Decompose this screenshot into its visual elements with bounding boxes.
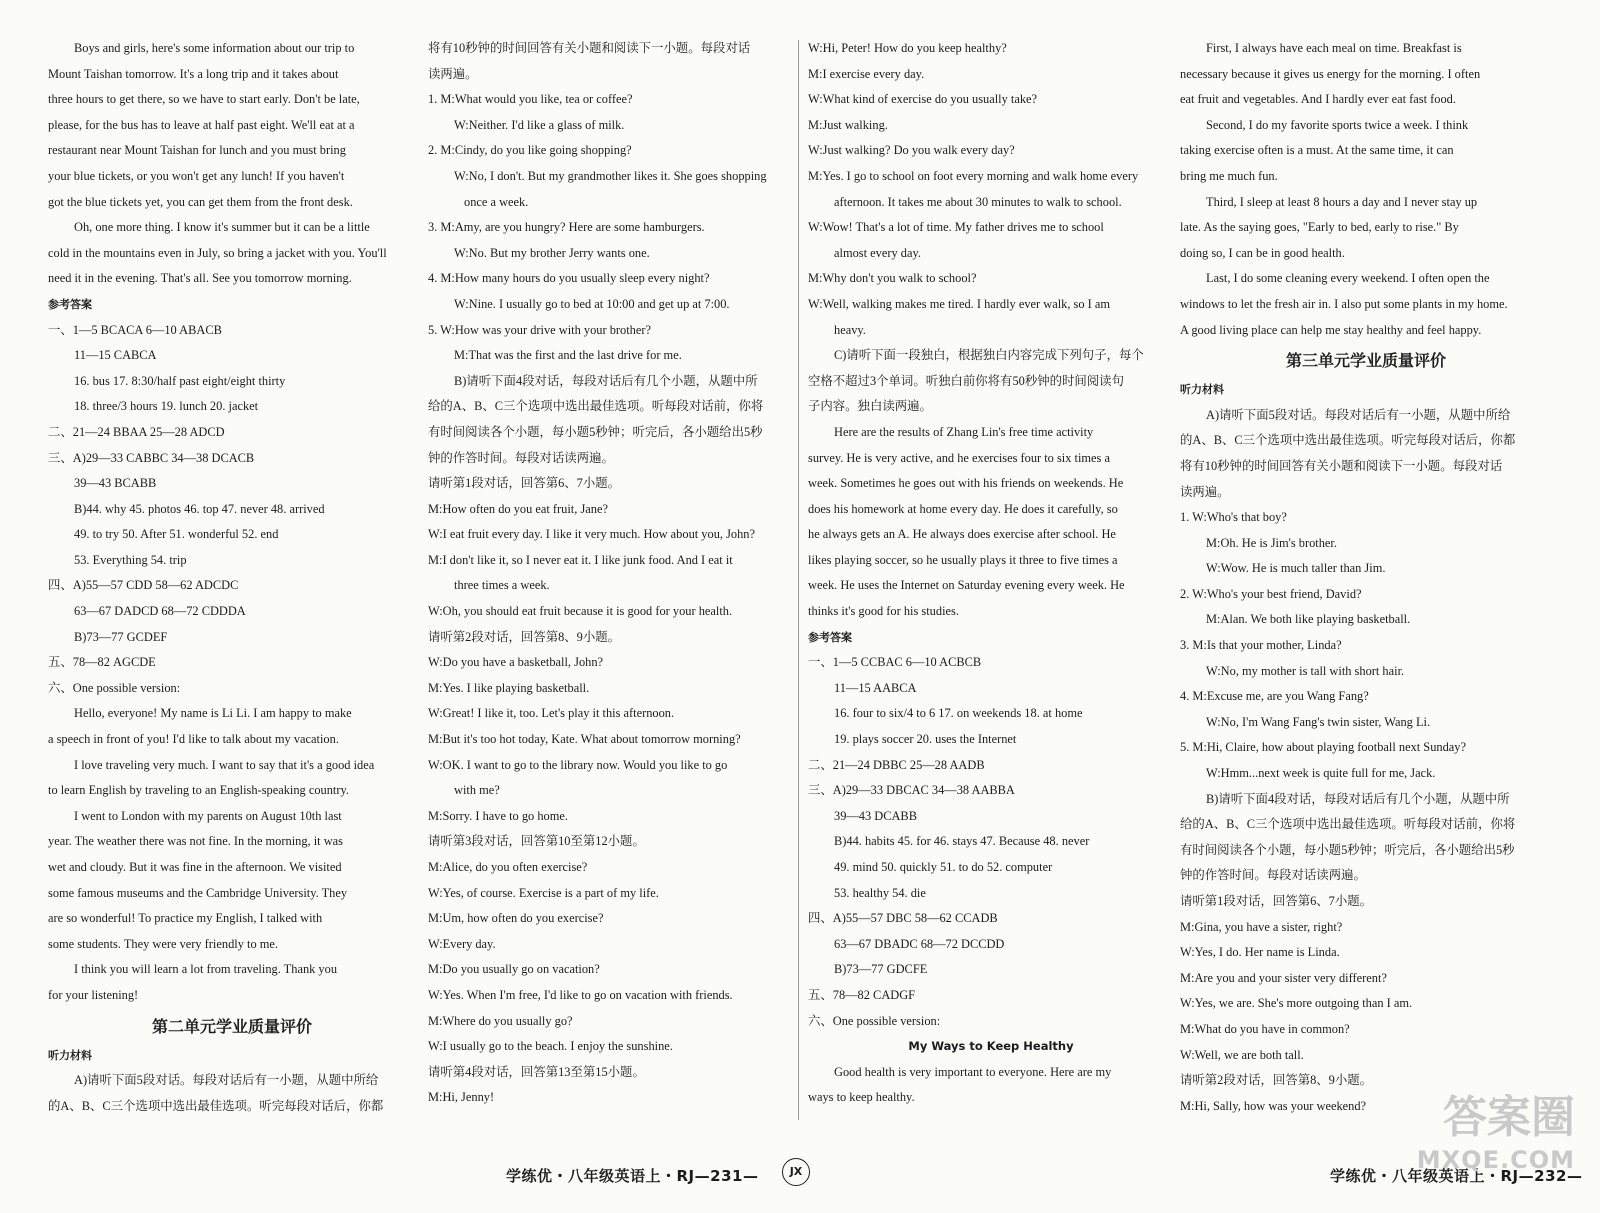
- text-line: 3. M:Amy, are you hungry? Here are some hamburgers.: [428, 220, 705, 235]
- text-line: M:Just walking.: [808, 117, 888, 132]
- text-line: W:Wow. He is much taller than Jim.: [1206, 561, 1386, 576]
- text-line: he always gets an A. He always does exercise after school. He: [808, 527, 1116, 542]
- text-line: 4. M:Excuse me, are you Wang Fang?: [1180, 689, 1369, 704]
- text-line: W:Yes, of course. Exercise is a part of my life.: [428, 885, 659, 900]
- section-heading: 第三单元学业质量评价: [1285, 351, 1446, 371]
- text-line: 3. M:Is that your mother, Linda?: [1180, 638, 1342, 653]
- text-line: 63—67 DADCD 68—72 CDDDA: [74, 604, 246, 619]
- text-line: W:Yes, we are. She's more outgoing than I am.: [1180, 996, 1413, 1011]
- text-line: 39—43 DCABB: [834, 808, 917, 823]
- text-line: M:Alice, do you often exercise?: [428, 860, 588, 874]
- text-line: your blue tickets, or you won't get any lunch! If you haven't: [48, 168, 345, 183]
- text-line: W:Every day.: [428, 936, 496, 951]
- text-line: 读两遍。: [1180, 484, 1230, 499]
- text-line: W:Well, we are both tall.: [1180, 1047, 1304, 1062]
- text-line: A good living place can help me stay healthy and feel happy.: [1180, 322, 1482, 337]
- text-line: 六、One possible version:: [48, 680, 181, 695]
- text-line: B)44. habits 45. for 46. stays 47. Because 48. never: [834, 834, 1090, 849]
- watermark-logo-text: 答案圈: [1443, 1092, 1575, 1143]
- text-line: Last, I do some cleaning every weekend. I often open the: [1206, 271, 1490, 286]
- text-line: eat fruit and vegetables. And I hardly ever eat fast food.: [1180, 92, 1456, 107]
- text-line: M:Alan. We both like playing basketball.: [1206, 612, 1411, 627]
- text-line: W:Nine. I usually go to bed at 10:00 and get up at 7:00.: [454, 296, 730, 311]
- text-line: 63—67 DBADC 68—72 DCCDD: [834, 936, 1005, 951]
- text-line: 将有10秒钟的时间回答有关小题和阅读下一小题。每段对话: [1180, 458, 1503, 473]
- text-line: B)73—77 GCDEF: [74, 629, 168, 644]
- text-line: 读两遍。: [428, 66, 478, 81]
- text-line: 53. Everything 54. trip: [74, 552, 187, 567]
- page-232-right-column: [1180, 36, 1552, 1119]
- text-line: week. Sometimes he goes out with his friends on weekends. He: [808, 476, 1124, 491]
- text-line: please, for the bus has to leave at half past eight. We'll eat at a: [48, 117, 355, 132]
- text-line: W:What kind of exercise do you usually take?: [808, 92, 1038, 107]
- text-line: 有时间阅读各个小题，每小题5秒钟；听完后，各小题给出5秒: [1180, 842, 1515, 857]
- subsection-label: 听力材料: [48, 1048, 92, 1062]
- text-line: likes playing soccer, so he usually plays it three to five times a: [808, 552, 1118, 567]
- subsection-label: 参考答案: [48, 297, 92, 311]
- text-line: I love traveling very much. I want to say that it's a good idea: [74, 757, 375, 772]
- text-line: W:OK. I want to go to the library now. Would you like to go: [428, 757, 728, 772]
- section-heading: 第二单元学业质量评价: [151, 1016, 312, 1036]
- text-line: 钟的作答时间。每段对话读两遍。: [428, 450, 614, 465]
- text-line: 空格不超过3个单词。听独白前你将有50秒钟的时间阅读句: [808, 373, 1124, 388]
- text-line: 1. M:What would you like, tea or coffee?: [428, 92, 633, 107]
- watermark-url: MXQE.COM: [1416, 1146, 1575, 1174]
- text-line: W:Wow! That's a lot of time. My father drives me to school: [808, 220, 1104, 235]
- text-line: Hello, everyone! My name is Li Li. I am happy to make: [74, 706, 352, 721]
- text-line: restaurant near Mount Taishan for lunch and you must bring: [48, 143, 346, 158]
- text-line: W:Hi, Peter! How do you keep healthy?: [808, 41, 1007, 55]
- text-line: B)请听下面4段对话，每段对话后有几个小题，从题中所: [1206, 791, 1510, 806]
- text-line: survey. He is very active, and he exercises four to six times a: [808, 450, 1110, 465]
- text-line: First, I always have each meal on time. Breakfast is: [1206, 41, 1462, 55]
- text-line: I went to London with my parents on August 10th last: [74, 808, 342, 823]
- essay-title: My Ways to Keep Healthy: [908, 1039, 1074, 1054]
- text-line: 一、1—5 BCACA 6—10 ABACB: [48, 322, 222, 337]
- text-line: W:No. But my brother Jerry wants one.: [454, 245, 650, 260]
- text-line: 子内容。独白读两遍。: [808, 399, 932, 414]
- text-line: 将有10秒钟的时间回答有关小题和阅读下一小题。每段对话: [428, 41, 751, 55]
- text-line: 2. M:Cindy, do you like going shopping?: [428, 143, 632, 158]
- text-line: M:Hi, Jenny!: [428, 1090, 495, 1105]
- text-line: W:Hmm...next week is quite full for me, Jack.: [1206, 766, 1436, 781]
- center-jx-mark: JX: [782, 1158, 810, 1186]
- footer-right-page-number: 学练优・八年级英语上・RJ—232—: [1330, 1167, 1583, 1185]
- text-line: got the blue tickets yet, you can get them from the front desk.: [48, 194, 353, 209]
- text-line: bring me much fun.: [1180, 168, 1278, 183]
- text-line: necessary because it gives us energy for the morning. I often: [1180, 66, 1481, 81]
- text-line: W:No, I'm Wang Fang's twin sister, Wang Li.: [1206, 714, 1431, 729]
- text-line: M:Hi, Sally, how was your weekend?: [1180, 1098, 1367, 1113]
- text-line: 19. plays soccer 20. uses the Internet: [834, 732, 1017, 747]
- text-line: to learn English by traveling to an English-speaking country.: [48, 783, 349, 798]
- text-line: M:I don't like it, so I never eat it. I like junk food. And I eat it: [428, 552, 733, 567]
- text-line: M:Yes. I like playing basketball.: [428, 680, 590, 695]
- text-line: thinks it's good for his studies.: [808, 604, 959, 619]
- text-line: 请听第1段对话，回答第6、7小题。: [1180, 894, 1373, 908]
- text-line: W:No, my mother is tall with short hair.: [1206, 663, 1405, 678]
- text-line: late. As the saying goes, "Early to bed, early to rise." By: [1180, 220, 1459, 235]
- text-line: 请听第2段对话，回答第8、9小题。: [428, 629, 621, 644]
- text-line: are so wonderful! To practice my English, I talked with: [48, 911, 323, 926]
- text-line: M:I exercise every day.: [808, 66, 925, 81]
- text-line: heavy.: [834, 322, 866, 337]
- text-line: some students. They were very friendly to me.: [48, 936, 278, 951]
- text-line: M:Oh. He is Jim's brother.: [1206, 535, 1337, 550]
- text-line: 11—15 AABCA: [834, 680, 917, 695]
- text-line: W:I usually go to the beach. I enjoy the sunshine.: [428, 1039, 673, 1054]
- subsection-label: 听力材料: [1180, 383, 1224, 397]
- text-line: 5. W:How was your drive with your brother?: [428, 322, 651, 337]
- text-line: cold in the mountains even in July, so bring a jacket with you. You'll: [48, 245, 387, 260]
- text-line: 1. W:Who's that boy?: [1180, 510, 1287, 525]
- text-line: M:What do you have in common?: [1180, 1021, 1350, 1036]
- text-line: taking exercise often is a must. At the same time, it can: [1180, 143, 1454, 158]
- text-line: 请听第4段对话，回答第13至第15小题。: [428, 1064, 645, 1079]
- text-line: W:Just walking? Do you walk every day?: [808, 143, 1015, 158]
- text-line: 2. W:Who's your best friend, David?: [1180, 586, 1362, 601]
- text-line: M:Why don't you walk to school?: [808, 271, 977, 286]
- text-line: 49. to try 50. After 51. wonderful 52. end: [74, 527, 279, 542]
- text-line: Third, I sleep at least 8 hours a day and I never stay up: [1206, 194, 1478, 209]
- footer-left-page-number: 学练优・八年级英语上・RJ—231—: [506, 1167, 759, 1185]
- subsection-label: 参考答案: [808, 630, 852, 644]
- text-line: Good health is very important to everyone. Here are my: [834, 1064, 1112, 1079]
- text-line: 11—15 CABCA: [74, 348, 157, 363]
- text-line: does his homework at home every day. He does it carefully, so: [808, 501, 1118, 516]
- text-line: Here are the results of Zhang Lin's free time activity: [834, 424, 1094, 439]
- text-line: W:Yes, I do. Her name is Linda.: [1180, 945, 1340, 960]
- text-line: A)请听下面5段对话。每段对话后有一小题，从题中所给: [74, 1073, 379, 1088]
- text-line: doing so, I can be in good health.: [1180, 245, 1345, 260]
- watermark-logo: [1380, 1090, 1575, 1190]
- text-line: 请听第2段对话，回答第8、9小题。: [1180, 1073, 1373, 1088]
- text-line: once a week.: [464, 194, 529, 209]
- text-line: almost every day.: [834, 245, 921, 260]
- text-line: 有时间阅读各个小题，每小题5秒钟；听完后，各小题给出5秒: [428, 424, 763, 439]
- text-line: year. The weather there was not fine. In the morning, it was: [48, 834, 343, 849]
- text-line: W:Oh, you should eat fruit because it is good for your health.: [428, 604, 733, 619]
- text-line: for your listening!: [48, 987, 139, 1002]
- text-line: C)请听下面一段独白，根据独白内容完成下列句子，每个: [834, 348, 1144, 363]
- text-line: 给的A、B、C三个选项中选出最佳选项。听每段对话前，你将: [1180, 817, 1516, 832]
- page-gutter-divider: [798, 40, 799, 1120]
- text-line: M:Where do you usually go?: [428, 1013, 573, 1028]
- text-line: with me?: [454, 783, 500, 798]
- text-line: B)44. why 45. photos 46. top 47. never 48. arrived: [74, 501, 325, 516]
- text-line: A)请听下面5段对话。每段对话后有一小题，从题中所给: [1206, 407, 1511, 422]
- text-line: 53. healthy 54. die: [834, 885, 926, 900]
- text-line: 三、A)29—33 CABBC 34—38 DCACB: [48, 450, 255, 465]
- text-line: ways to keep healthy.: [808, 1090, 915, 1105]
- text-line: W:Great! I like it, too. Let's play it this afternoon.: [428, 706, 675, 721]
- text-line: W:Neither. I'd like a glass of milk.: [454, 117, 625, 132]
- text-line: 的A、B、C三个选项中选出最佳选项。听完每段对话后，你都: [48, 1098, 384, 1113]
- text-line: 五、78—82 CADGF: [808, 987, 916, 1002]
- text-line: Second, I do my favorite sports twice a week. I think: [1206, 117, 1469, 132]
- text-line: W:I eat fruit every day. I like it very much. How about you, John?: [428, 527, 755, 542]
- text-line: 请听第1段对话，回答第6、7小题。: [428, 476, 621, 491]
- page-231-right-column: [428, 36, 790, 1111]
- text-line: 四、A)55—57 DBC 58—62 CCADB: [808, 911, 998, 926]
- text-line: 16. bus 17. 8:30/half past eight/eight thirty: [74, 373, 286, 388]
- text-line: M:That was the first and the last drive for me.: [454, 348, 682, 363]
- text-line: 给的A、B、C三个选项中选出最佳选项。听每段对话前，你将: [428, 399, 764, 414]
- text-line: three times a week.: [454, 578, 550, 593]
- text-line: B)73—77 GDCFE: [834, 962, 928, 977]
- text-line: need it in the evening. That's all. See you tomorrow morning.: [48, 271, 352, 286]
- text-line: 钟的作答时间。每段对话读两遍。: [1180, 868, 1366, 883]
- text-line: 五、78—82 AGCDE: [48, 655, 156, 670]
- text-line: B)请听下面4段对话，每段对话后有几个小题，从题中所: [454, 373, 758, 388]
- text-line: M:Yes. I go to school on foot every morning and walk home every: [808, 168, 1139, 183]
- page-232-left-column: [808, 36, 1174, 1111]
- text-line: 18. three/3 hours 19. lunch 20. jacket: [74, 399, 259, 414]
- text-line: W:Do you have a basketball, John?: [428, 655, 604, 670]
- text-line: W:No, I don't. But my grandmother likes it. She goes shopping: [454, 168, 767, 183]
- text-line: Boys and girls, here's some information about our trip to: [74, 41, 355, 55]
- text-line: M:Um, how often do you exercise?: [428, 911, 604, 926]
- text-line: three hours to get there, so we have to start early. Don't be late,: [48, 92, 360, 107]
- text-line: I think you will learn a lot from traveling. Thank you: [74, 962, 338, 977]
- text-line: M:How often do you eat fruit, Jane?: [428, 501, 608, 516]
- text-line: M:But it's too hot today, Kate. What about tomorrow morning?: [428, 732, 741, 747]
- text-line: M:Are you and your sister very different?: [1180, 970, 1387, 985]
- text-line: M:Do you usually go on vacation?: [428, 962, 600, 977]
- text-line: 二、21—24 BBAA 25—28 ADCD: [48, 424, 225, 439]
- text-line: 三、A)29—33 DBCAC 34—38 AABBA: [808, 783, 1015, 798]
- text-line: 16. four to six/4 to 6 17. on weekends 18. at home: [834, 706, 1083, 721]
- text-line: M:Sorry. I have to go home.: [428, 808, 568, 823]
- text-line: afternoon. It takes me about 30 minutes to walk to school.: [834, 194, 1122, 209]
- text-line: M:Gina, you have a sister, right?: [1180, 919, 1343, 934]
- text-line: 二、21—24 DBBC 25—28 AADB: [808, 757, 985, 772]
- text-line: some famous museums and the Cambridge University. They: [48, 885, 348, 900]
- text-line: W:Yes. When I'm free, I'd like to go on vacation with friends.: [428, 987, 733, 1002]
- text-line: Oh, one more thing. I know it's summer but it can be a little: [74, 220, 370, 235]
- text-line: 5. M:Hi, Claire, how about playing football next Sunday?: [1180, 740, 1466, 755]
- text-line: 一、1—5 CCBAC 6—10 ACBCB: [808, 655, 982, 670]
- text-line: 4. M:How many hours do you usually sleep every night?: [428, 271, 710, 286]
- text-line: a speech in front of you! I'd like to talk about my vacation.: [48, 732, 339, 747]
- text-line: 49. mind 50. quickly 51. to do 52. computer: [834, 860, 1053, 874]
- text-line: 请听第3段对话，回答第10至第12小题。: [428, 834, 645, 849]
- text-line: windows to let the fresh air in. I also put some plants in my home.: [1180, 296, 1508, 311]
- text-line: 四、A)55—57 CDD 58—62 ADCDC: [48, 578, 239, 593]
- text-line: 六、One possible version:: [808, 1013, 941, 1028]
- text-line: Mount Taishan tomorrow. It's a long trip and it takes about: [48, 66, 339, 81]
- page-231-left-column: [48, 36, 416, 1119]
- text-line: W:Well, walking makes me tired. I hardly ever walk, so I am: [808, 296, 1111, 311]
- text-line: wet and cloudy. But it was fine in the afternoon. We visited: [48, 860, 342, 874]
- text-line: 39—43 BCABB: [74, 476, 157, 491]
- text-line: 的A、B、C三个选项中选出最佳选项。听完每段对话后，你都: [1180, 433, 1516, 448]
- text-line: week. He uses the Internet on Saturday evening every week. He: [808, 578, 1125, 593]
